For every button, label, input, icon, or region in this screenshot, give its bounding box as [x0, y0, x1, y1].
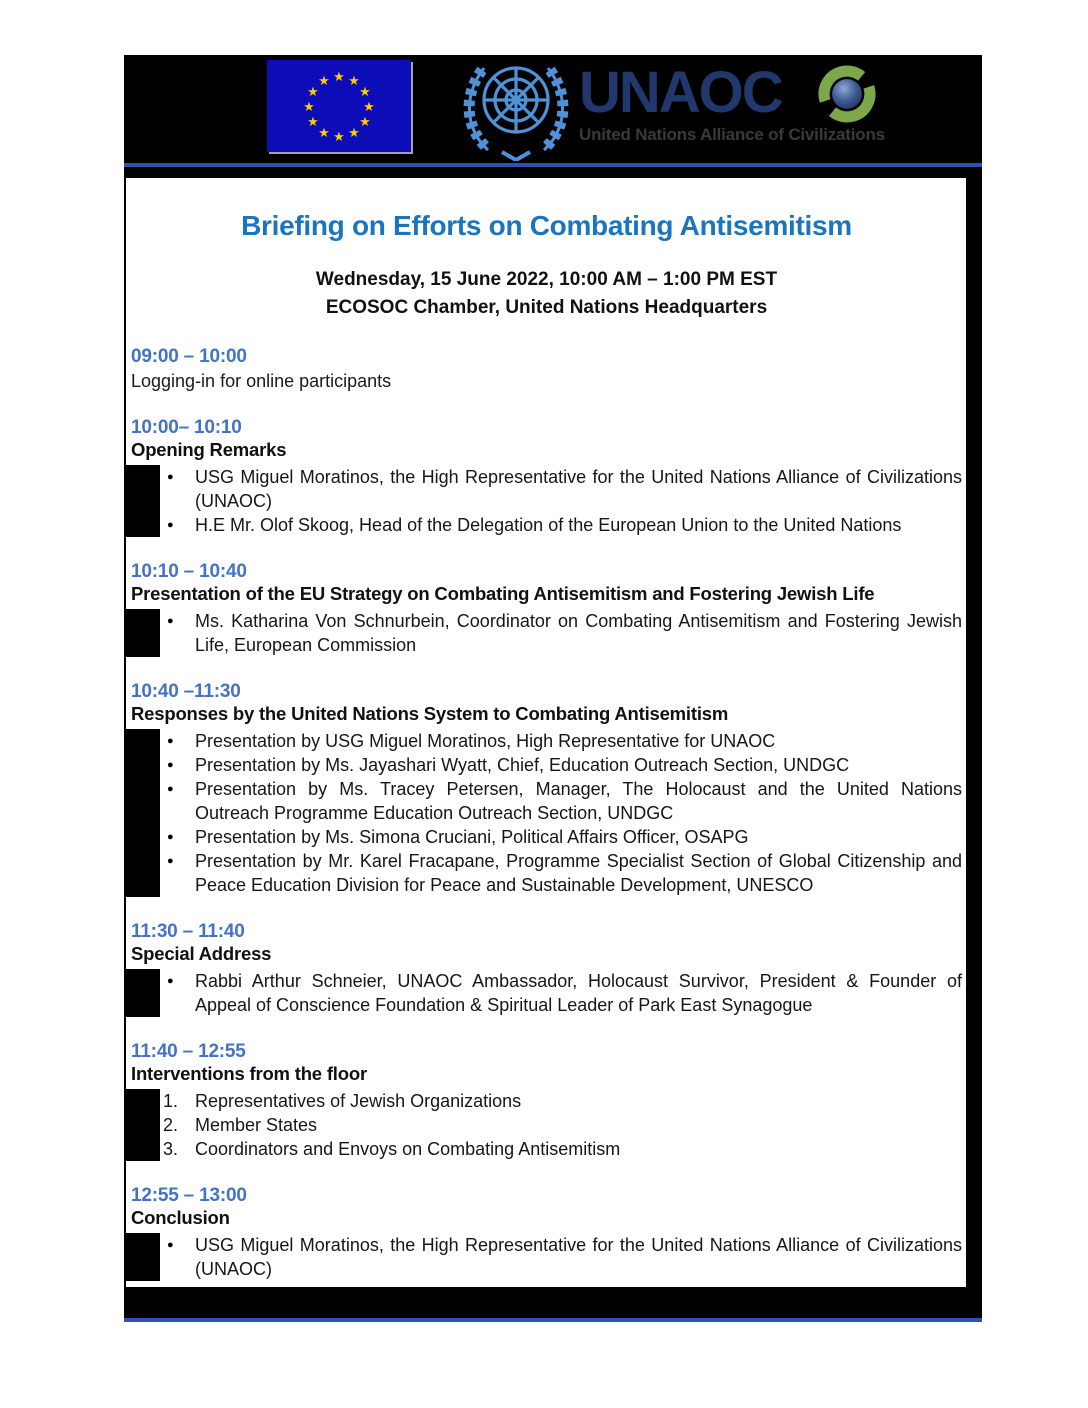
- agenda-item: ● Rabbi Arthur Schneier, UNAOC Ambassador, Holocaust Survivor, President & Founder of Appeal of Conscience Foundation & Spiritual Leader of Park East Synagogue: [195, 969, 962, 1017]
- svg-text:★: ★: [333, 130, 345, 145]
- agenda-item: ● Presentation by Ms. Tracey Petersen, Manager, The Holocaust and the United Nations Outreach Programme Education Outreach Section, UNDGC: [195, 777, 962, 825]
- agenda-section: [131, 922, 962, 1017]
- section-time: 11:40 – 12:55: [131, 1041, 246, 1062]
- agenda-section: [131, 1186, 962, 1287]
- masthead: [124, 55, 982, 167]
- agenda-item: ● USG Miguel Moratinos, the High Representative for the United Nations Alliance of Civilizations (UNAOC): [195, 465, 962, 513]
- agenda-section: [131, 418, 962, 537]
- section-items: [160, 1089, 962, 1161]
- section-list: [131, 609, 962, 657]
- section-heading: Opening Remarks: [131, 439, 287, 460]
- unaoc-swirl-icon: [816, 63, 878, 125]
- section-heading: Special Address: [131, 943, 272, 964]
- section-items: [160, 1233, 962, 1281]
- section-items: [160, 609, 962, 657]
- section-heading: Conclusion: [131, 1207, 230, 1228]
- agenda-section: [131, 682, 962, 897]
- svg-text:★: ★: [363, 100, 375, 115]
- section-heading: Presentation of the EU Strategy on Combating Antisemitism and Fostering Jewish Life: [131, 583, 875, 604]
- margin-black-strip: [126, 609, 160, 657]
- section-time: 09:00 – 10:00: [131, 346, 247, 367]
- eu-flag-icon: [267, 60, 411, 152]
- agenda-item: Representatives of Jewish Organizations: [195, 1091, 522, 1111]
- section-list: [131, 1233, 962, 1287]
- section-body: Logging-in for online participants: [131, 371, 392, 391]
- svg-text:★: ★: [333, 70, 345, 85]
- un-emblem-icon: [454, 56, 578, 161]
- svg-text:★: ★: [307, 85, 319, 100]
- agenda-item: ● Presentation by Mr. Karel Fracapane, Programme Specialist Section of Global Citizenship and Peace Education Division for Peace and Sustainable Development, UNESCO: [195, 849, 962, 897]
- margin-black-strip: [126, 729, 160, 897]
- svg-text:★: ★: [348, 126, 360, 141]
- section-items: [160, 729, 962, 897]
- agenda-section: [131, 1042, 962, 1187]
- agenda-item: ● Presentation by Ms. Jayashari Wyatt, Chief, Education Outreach Section, UNDGC: [195, 753, 962, 777]
- section-time: 10:00– 10:10: [131, 417, 242, 438]
- agenda-item: ● Presentation by Ms. Simona Cruciani, Political Affairs Officer, OSAPG: [195, 825, 962, 849]
- page-title: Briefing on Efforts on Combating Antisemitism: [241, 210, 852, 241]
- event-datetime: Wednesday, 15 June 2022, 10:00 AM – 1:00 PM EST: [315, 269, 778, 290]
- section-time: 10:10 – 10:40: [131, 561, 247, 582]
- section-heading: Responses by the United Nations System to Combating Antisemitism: [131, 703, 729, 724]
- svg-text:★: ★: [318, 74, 330, 89]
- section-items: [160, 969, 962, 1017]
- section-list: [131, 465, 962, 537]
- section-time: 10:40 –11:30: [131, 681, 241, 702]
- section-time: 11:30 – 11:40: [131, 921, 245, 942]
- agenda-section: [131, 347, 962, 393]
- section-list: [131, 1089, 962, 1187]
- svg-text:★: ★: [303, 100, 315, 115]
- agenda-item: ● H.E Mr. Olof Skoog, Head of the Delegation of the European Union to the United Nations: [195, 513, 962, 537]
- svg-text:★: ★: [359, 85, 371, 100]
- content-sheet: [126, 178, 966, 1287]
- agenda: [131, 347, 962, 1287]
- agenda-item: Coordinators and Envoys on Combating Antisemitism: [195, 1139, 621, 1159]
- unaoc-tagline: United Nations Alliance of Civilizations: [579, 125, 885, 144]
- section-time: 12:55 – 13:00: [131, 1185, 247, 1206]
- agenda-item: ● Ms. Katharina Von Schnurbein, Coordinator on Combating Antisemitism and Fostering Jewish Life, European Commission: [195, 609, 962, 657]
- section-items: [160, 465, 962, 537]
- section-list: [131, 969, 962, 1017]
- event-location: ECOSOC Chamber, United Nations Headquarters: [325, 297, 768, 318]
- section-list: [131, 729, 962, 897]
- unaoc-acronym: UNAOC: [579, 60, 782, 125]
- agenda-section: [131, 562, 962, 657]
- svg-text:★: ★: [359, 115, 371, 130]
- margin-black-strip: [126, 465, 160, 537]
- agenda-item: ● Presentation by USG Miguel Moratinos, High Representative for UNAOC: [195, 729, 962, 753]
- margin-black-strip: [126, 1233, 160, 1281]
- margin-black-strip: [126, 1089, 160, 1161]
- svg-text:★: ★: [307, 115, 319, 130]
- agenda-item: Member States: [195, 1115, 318, 1135]
- margin-black-strip: [126, 969, 160, 1017]
- section-heading: Interventions from the floor: [131, 1063, 367, 1084]
- agenda-item: ● USG Miguel Moratinos, the High Representative for the United Nations Alliance of Civilizations (UNAOC): [195, 1233, 962, 1281]
- document-page: [124, 55, 982, 1322]
- svg-text:★: ★: [318, 126, 330, 141]
- svg-text:★: ★: [348, 74, 360, 89]
